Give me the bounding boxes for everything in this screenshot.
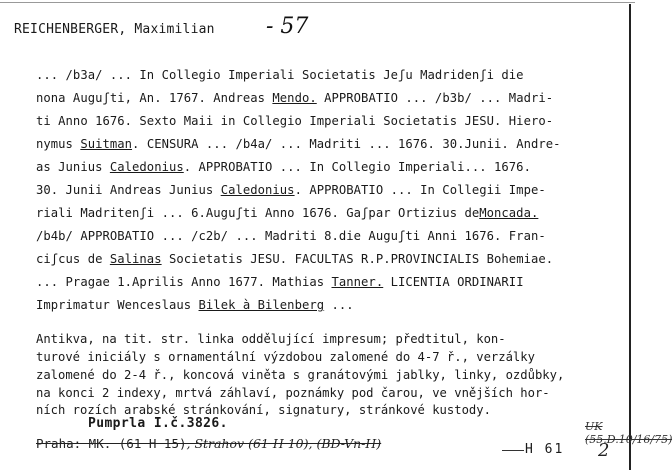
- name-caledonius-1: Caledonius: [109, 160, 184, 174]
- text-line-3: ti Anno 1676. Sexto Maii in Collegio Imperiali Societatis JESU. Hiero-: [36, 114, 554, 128]
- dash-mark: [502, 450, 524, 451]
- shelfmark: H 61: [525, 442, 565, 457]
- name-bilek: Bilek à Bilenberg: [198, 298, 325, 312]
- note-line-1: Antikva, na tit. str. linka oddělující impresum; předtitul, kon-: [36, 332, 506, 346]
- text-line-7: riali Madritenʃi ... 6.Auguʃti Anno 1676. Gaʃpar Ortizius deMoncada.: [36, 206, 539, 220]
- card-heading: REICHENBERGER, Maximilian: [14, 22, 215, 37]
- text-line-6: 30. Junii Andreas Junius Caledonius. APPROBATIO ... In Collegii Impe-: [36, 183, 546, 197]
- text-line-9: ciʃcus de Salinas Societatis JESU. FACULTAS R.P.PROVINCIALIS Bohemiae.: [36, 252, 554, 266]
- card-right-edge: [629, 4, 631, 470]
- text-line-10: ... Pragae 1.Aprilis Anno 1677. Mathias Tanner. LICENTIA ORDINARII: [36, 275, 524, 289]
- card-top-edge: [0, 2, 635, 3]
- note-line-5: ních rozích arabské stránkování, signatury, stránkové kustody.: [36, 403, 491, 417]
- text-line-1: ... /b3a/ ... In Collegio Imperiali Societatis Jeʃu Madridenʃi die: [36, 68, 524, 82]
- note-line-4: na konci 2 indexy, mrtvá záhlaví, poznámky pod čarou, ve vnějších hor-: [36, 386, 550, 400]
- collation-reference: Pumprla I.č.3826.: [88, 416, 228, 431]
- name-suitman: Suitman: [80, 137, 133, 151]
- name-salinas: Salinas: [109, 252, 162, 266]
- holding-handwritten-struck: , Strahov (61 H 10), (BD-Vn-H): [186, 436, 382, 451]
- text-line-2: nona Auguʃti, An. 1767. Andreas Mendo. APPROBATIO ... /b3b/ ... Madri-: [36, 91, 554, 105]
- text-line-8: /b4b/ APPROBATIO ... /c2b/ ... Madriti 8.die Auguʃti Anni 1676. Fran-: [36, 229, 546, 243]
- text-line-11: Imprimatur Wenceslaus Bilek à Bilenberg ...: [36, 298, 354, 312]
- text-line-5: as Junius Caledonius. APPROBATIO ... In Collegio Imperiali... 1676.: [36, 160, 531, 174]
- name-caledonius-2: Caledonius: [220, 183, 295, 197]
- name-mendo: Mendo.: [272, 91, 317, 105]
- note-line-3: zalomené do 2-4 ř., koncová viněta s granátovými jablky, linky, ozdůbky,: [36, 368, 565, 382]
- name-tanner: Tanner.: [331, 275, 384, 289]
- name-moncada: Moncada.: [479, 206, 539, 220]
- holdings-line: [36, 436, 381, 451]
- note-line-2: turové iniciály s ornamentální výzdobou zalomené do 4-7 ř., verzálky: [36, 350, 535, 364]
- text-line-4: nymus Suitman. CENSURA ... /b4a/ ... Madriti ... 1676. 30.Junii. Andre-: [36, 137, 561, 151]
- handwritten-number: 2: [598, 440, 610, 461]
- card-number-handwritten: - 57: [266, 14, 309, 39]
- handwritten-shelf-note: UK (55.D.10/16/75): [585, 420, 672, 446]
- holding-praha-struck: Praha: MK. (61 H 15): [36, 436, 187, 451]
